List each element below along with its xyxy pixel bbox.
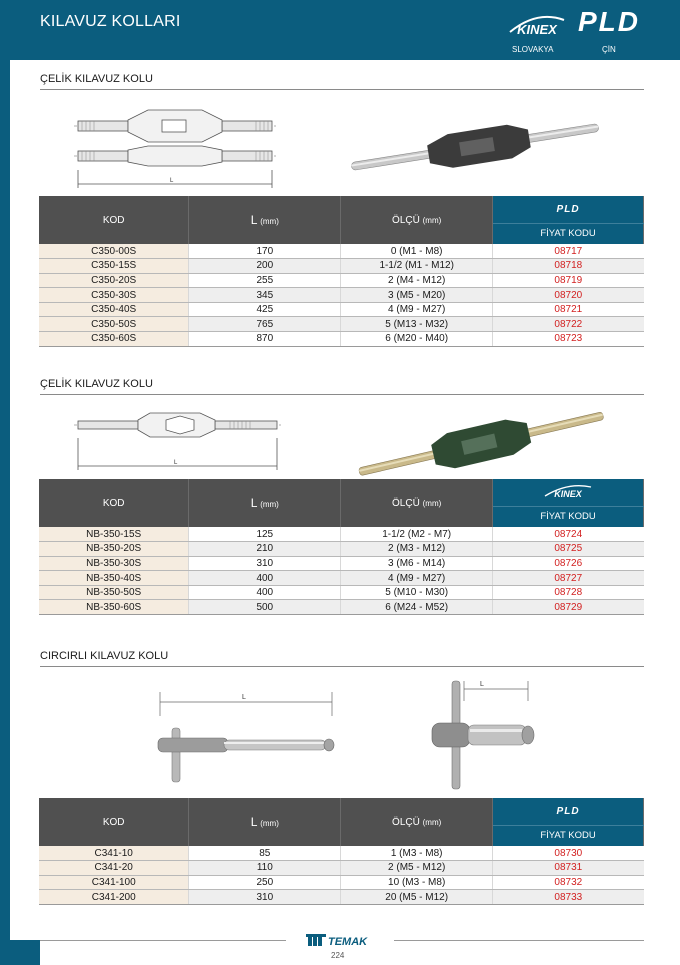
cell-code: C350-50S: [39, 317, 189, 332]
cell-length: 210: [189, 542, 341, 557]
col-header-size: ÖLÇÜ (mm): [341, 479, 493, 527]
cell-code: NB-350-60S: [39, 600, 189, 615]
table-row: [39, 585, 644, 600]
svg-text:L: L: [242, 694, 246, 701]
cell-price: 08719: [493, 273, 644, 288]
cell-code: C341-10: [39, 846, 189, 861]
cell-size: 0 (M1 - M8): [341, 244, 493, 259]
cell-length: 125: [189, 527, 341, 542]
cell-code: C341-20: [39, 861, 189, 876]
section-divider: [40, 89, 644, 90]
col-header-code: KOD: [39, 798, 189, 846]
section-title-ratchet: CIRCIRLI KILAVUZ KOLU: [40, 650, 169, 662]
col-header-size: ÖLÇÜ (mm): [341, 798, 493, 846]
table-row: [39, 556, 644, 571]
cell-length: 345: [189, 288, 341, 303]
cell-size: 6 (M24 - M52): [341, 600, 493, 615]
cell-code: C350-00S: [39, 244, 189, 259]
table-row: [39, 288, 644, 303]
table-row: [39, 273, 644, 288]
cell-code: C350-20S: [39, 273, 189, 288]
cell-code: C350-40S: [39, 302, 189, 317]
cell-price: 08724: [493, 527, 644, 542]
cell-size: 20 (M5 - M12): [341, 890, 493, 905]
cell-price: 08730: [493, 846, 644, 861]
col-header-price: FİYAT KODU: [493, 223, 644, 244]
table-row: [39, 846, 644, 861]
cell-price: 08732: [493, 875, 644, 890]
svg-text:L: L: [170, 178, 174, 184]
table-row: [39, 244, 644, 259]
col-header-length: L (mm): [189, 798, 341, 846]
cell-length: 170: [189, 244, 341, 259]
cell-length: 250: [189, 875, 341, 890]
cell-length: 310: [189, 556, 341, 571]
table-row: [39, 861, 644, 876]
cell-code: C341-100: [39, 875, 189, 890]
cell-price: 08721: [493, 302, 644, 317]
col-header-length: L (mm): [189, 196, 341, 244]
table-row: [39, 259, 644, 274]
cell-length: 255: [189, 273, 341, 288]
svg-text:KINEX: KINEX: [517, 22, 557, 37]
spec-table-steel-1: [39, 196, 644, 347]
section-divider: [40, 666, 644, 667]
cell-price: 08728: [493, 585, 644, 600]
tap-wrench-photo: [350, 410, 610, 476]
cell-size: 1-1/2 (M2 - M7): [341, 527, 493, 542]
cell-length: 400: [189, 585, 341, 600]
cell-price: 08733: [493, 890, 644, 905]
left-accent-foot: [0, 940, 40, 965]
cell-code: NB-350-50S: [39, 585, 189, 600]
page-number: 224: [331, 951, 345, 960]
cell-code: NB-350-30S: [39, 556, 189, 571]
col-header-brand: [493, 196, 644, 223]
cell-code: C350-60S: [39, 332, 189, 347]
cell-length: 425: [189, 302, 341, 317]
svg-text:L: L: [480, 681, 484, 688]
cell-price: 08720: [493, 288, 644, 303]
footer-rule-right: [394, 940, 644, 941]
pld-logo: PLD: [578, 6, 640, 37]
cell-code: C350-30S: [39, 288, 189, 303]
table-row: [39, 302, 644, 317]
col-header-brand: [493, 479, 644, 506]
footer-rule-left: [40, 940, 286, 941]
cell-length: 200: [189, 259, 341, 274]
cell-length: 400: [189, 571, 341, 586]
temak-logo: [306, 931, 376, 949]
cell-size: 2 (M4 - M12): [341, 273, 493, 288]
pld-logo: PLD: [556, 203, 580, 215]
cell-length: 500: [189, 600, 341, 615]
origin-china-label: ÇİN: [602, 45, 616, 54]
cell-size: 4 (M9 - M27): [341, 571, 493, 586]
section-divider: [40, 394, 644, 395]
table-row: [39, 542, 644, 557]
cell-price: 08731: [493, 861, 644, 876]
cell-size: 1 (M3 - M8): [341, 846, 493, 861]
table-row: [39, 875, 644, 890]
pld-logo: PLD: [556, 805, 580, 817]
cell-price: 08727: [493, 571, 644, 586]
cell-code: C341-200: [39, 890, 189, 905]
cell-size: 5 (M13 - M32): [341, 317, 493, 332]
cell-price: 08722: [493, 317, 644, 332]
section-title-steel-1: ÇELİK KILAVUZ KOLU: [40, 73, 153, 85]
table-row: [39, 317, 644, 332]
cell-size: 4 (M9 - M27): [341, 302, 493, 317]
svg-text:L: L: [174, 460, 178, 466]
cell-size: 3 (M6 - M14): [341, 556, 493, 571]
col-header-brand: [493, 798, 644, 825]
cell-size: 6 (M20 - M40): [341, 332, 493, 347]
table-row: [39, 527, 644, 542]
cell-price: 08726: [493, 556, 644, 571]
cell-length: 85: [189, 846, 341, 861]
cell-code: NB-350-20S: [39, 542, 189, 557]
ratchet-tap-wrench-photo: [148, 682, 348, 788]
svg-text:KINEX: KINEX: [554, 488, 582, 499]
table-row: [39, 332, 644, 347]
col-header-length: L (mm): [189, 479, 341, 527]
cell-price: 08725: [493, 542, 644, 557]
section-title-steel-2: ÇELİK KILAVUZ KOLU: [40, 378, 153, 390]
table-row: [39, 890, 644, 905]
tap-wrench-technical-drawing: [70, 100, 280, 192]
cell-size: 3 (M5 - M20): [341, 288, 493, 303]
spec-table-steel-2: [39, 479, 644, 615]
cell-length: 110: [189, 861, 341, 876]
cell-length: 765: [189, 317, 341, 332]
page-header: [0, 0, 680, 60]
cell-code: C350-15S: [39, 259, 189, 274]
cell-size: 2 (M5 - M12): [341, 861, 493, 876]
col-header-code: KOD: [39, 196, 189, 244]
kinex-logo: [508, 12, 566, 38]
cell-size: 2 (M3 - M12): [341, 542, 493, 557]
col-header-code: KOD: [39, 479, 189, 527]
cell-price: 08717: [493, 244, 644, 259]
spec-table-ratchet: [39, 798, 644, 905]
col-header-price: FİYAT KODU: [493, 825, 644, 846]
cell-code: NB-350-15S: [39, 527, 189, 542]
cell-code: NB-350-40S: [39, 571, 189, 586]
tap-wrench-technical-drawing: [70, 408, 285, 474]
cell-price: 08729: [493, 600, 644, 615]
kinex-logo: [543, 482, 593, 500]
col-header-size: ÖLÇÜ (mm): [341, 196, 493, 244]
page-title: KILAVUZ KOLLARI: [40, 13, 181, 30]
table-row: [39, 600, 644, 615]
table-row: [39, 571, 644, 586]
cell-length: 870: [189, 332, 341, 347]
svg-text:TEMAK: TEMAK: [328, 936, 368, 948]
cell-price: 08723: [493, 332, 644, 347]
col-header-price: FİYAT KODU: [493, 506, 644, 527]
tap-wrench-photo: [340, 112, 610, 182]
cell-size: 1-1/2 (M1 - M12): [341, 259, 493, 274]
cell-size: 5 (M10 - M30): [341, 585, 493, 600]
origin-slovakia-label: SLOVAKYA: [512, 45, 554, 54]
cell-length: 310: [189, 890, 341, 905]
cell-size: 10 (M3 - M8): [341, 875, 493, 890]
left-accent-bar: [0, 60, 10, 940]
cell-price: 08718: [493, 259, 644, 274]
ratchet-tap-wrench-photo: [428, 675, 548, 795]
